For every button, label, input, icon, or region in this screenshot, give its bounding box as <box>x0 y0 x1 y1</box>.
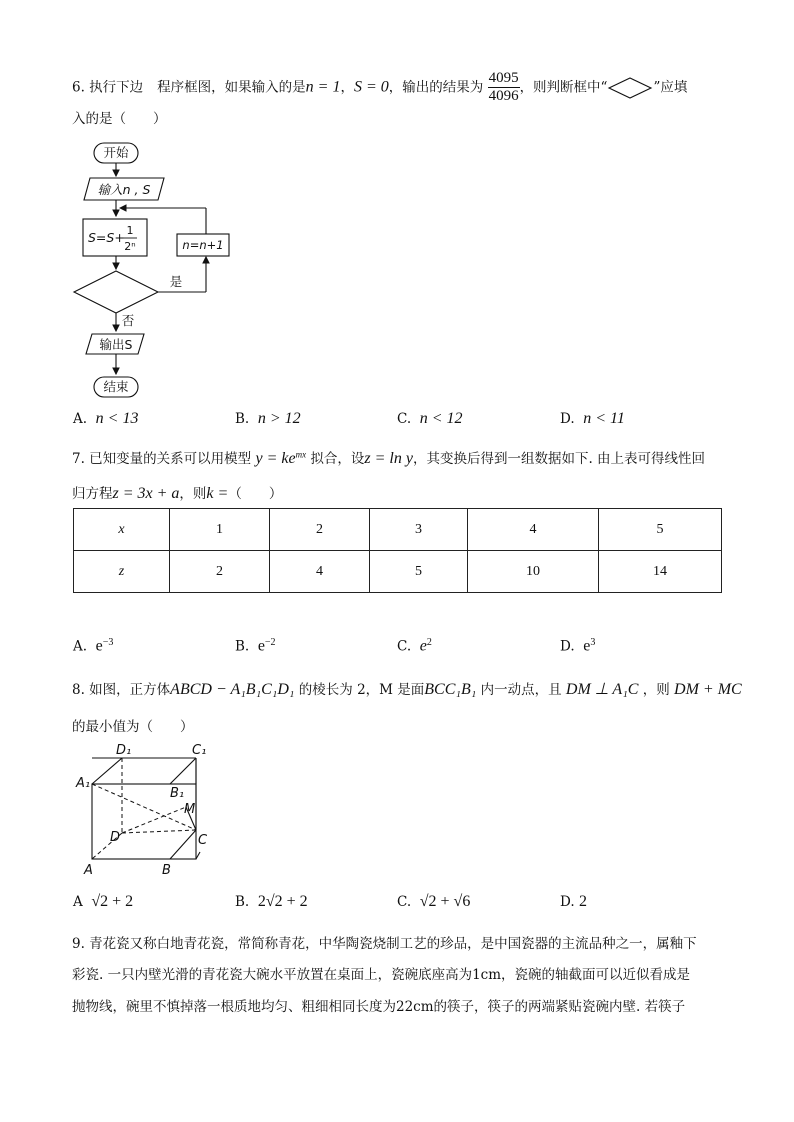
table-header-cell: x <box>74 509 170 551</box>
q6-text-a: 6. 执行下边 <box>72 79 144 96</box>
q8-option-b[interactable] <box>235 893 308 911</box>
q6-eq1: n = 1 <box>305 78 341 96</box>
q7-text-e: ，则 <box>179 486 207 502</box>
q7-sub: z = ln y <box>364 450 413 467</box>
q6-option-b[interactable] <box>235 410 301 428</box>
flow-no-label: 否 <box>121 313 135 328</box>
cube-label-m: M <box>184 802 196 817</box>
q7-option-label: A. <box>73 638 88 655</box>
q6-frac-num: 4095 <box>488 70 520 88</box>
q6-stem-line1: 6. 执行下边 程序框图，如果输入的是n = 1，S = 0，输出的结果为 $\frac{4095}{4096}$ ，则判断框中“ ”应填 <box>72 70 688 105</box>
q7-option-exp: −2 <box>264 637 276 648</box>
table-cell: 5 <box>599 509 722 551</box>
flow-decision-box <box>74 271 158 313</box>
q6-option-value: n < 13 <box>95 410 139 427</box>
flow-input-label: 输入n , S <box>97 182 151 197</box>
q7-option-label: D. <box>560 638 575 655</box>
q6-option-label: A. <box>73 411 88 427</box>
q8-face: BCC₁B₁ <box>424 681 477 698</box>
q6-option-label: C. <box>397 411 412 427</box>
table-cell: 2 <box>270 509 370 551</box>
q7-option-base: e <box>583 637 591 655</box>
table-cell: 4 <box>270 551 370 593</box>
flow-end-label: 结束 <box>103 379 129 394</box>
flow-assign-num: 1 <box>126 224 134 237</box>
q7-text-f: （ ） <box>228 486 283 502</box>
table-cell: 4 <box>468 509 599 551</box>
q7-stem-line2 <box>72 482 282 503</box>
q7-option-b[interactable] <box>235 637 276 656</box>
q6-stem-line2: 入的是（ ） <box>72 111 167 127</box>
cube-label-b1: B₁ <box>170 786 185 801</box>
q8-option-label: D. <box>560 894 575 910</box>
q6-eq2: S = 0 <box>353 78 389 96</box>
q8-option-value: 2√2 + 2 <box>257 893 308 910</box>
q6-flowchart <box>70 140 240 405</box>
q6-option-d[interactable] <box>560 410 625 428</box>
flow-assign-den: 2ⁿ <box>124 240 136 253</box>
q7-option-exp: 3 <box>590 637 596 648</box>
q8-text-b: 的棱长为 2，M 是面 <box>298 682 425 698</box>
q8-option-label: B. <box>235 894 250 910</box>
cube-label-a1: A₁ <box>76 776 91 791</box>
q8-cube-figure <box>72 742 222 880</box>
q7-text-c: ，其变换后得到一组数据如下. 由上表可得线性回 <box>412 451 706 467</box>
flow-output-label: 输出S <box>99 337 133 352</box>
table-cell: 1 <box>170 509 270 551</box>
flow-yes-label: 是 <box>169 274 183 289</box>
flow-increment-label: n=n+1 <box>182 238 224 252</box>
q6-text-d: ，则判断框中“ <box>519 79 608 96</box>
table-cell: 14 <box>599 551 722 593</box>
q7-regression: z = 3x + a <box>112 485 180 502</box>
q9-line3: 抛物线，碗里不慎掉落一根质地均匀、粗细相同长度为22cm的筷子，筷子的两端紧贴瓷碗内壁. 若筷子 <box>72 999 686 1015</box>
q6-result-fraction <box>488 70 520 106</box>
q6-frac-den: 4096 <box>488 88 519 105</box>
table-cell: 5 <box>370 551 468 593</box>
q8-stem-line2: 的最小值为（ ） <box>72 719 194 735</box>
q7-option-exp: 2 <box>426 637 432 648</box>
q7-option-c[interactable] <box>397 637 432 656</box>
q8-text-a: 8. 如图，正方体 <box>72 682 171 698</box>
q6-option-value: n < 12 <box>419 410 463 427</box>
flow-start-label: 开始 <box>103 145 129 160</box>
q9-line1: 9. 青花瓷又称白地青花瓷，常简称青花，中华陶瓷烧制工艺的珍品，是中国瓷器的主流品种之一，属釉下 <box>72 936 697 952</box>
q8-option-c[interactable] <box>397 893 470 911</box>
table-cell: 10 <box>468 551 599 593</box>
q7-option-base: e <box>419 637 427 655</box>
q6-option-c[interactable] <box>397 410 463 428</box>
q6-text-c: ，输出的结果为 <box>388 79 484 96</box>
cube-label-d: D <box>110 830 121 845</box>
q6-option-value: n < 11 <box>583 410 625 427</box>
cube-label-c1: C₁ <box>192 743 207 758</box>
q8-sum: DM + MC <box>674 681 742 698</box>
q7-text-d: 归方程 <box>72 486 113 502</box>
q8-perp: DM ⊥ A₁C <box>565 681 639 698</box>
q8-option-d[interactable] <box>560 893 587 911</box>
cube-label-b: B <box>162 863 171 878</box>
q7-option-exp: −3 <box>102 637 114 648</box>
q7-model-sup: mx <box>295 449 307 460</box>
q6-text-b: 程序框图，如果输入的是 <box>157 79 306 96</box>
cube-label-a: A <box>84 863 93 878</box>
q6-option-label: D. <box>560 411 575 427</box>
q7-option-label: B. <box>235 638 250 655</box>
cube-label-c: C <box>198 833 208 848</box>
table-cell: 3 <box>370 509 468 551</box>
q8-option-value: √2 + 2 <box>91 893 134 910</box>
q6-option-value: n > 12 <box>257 410 301 427</box>
q7-option-d[interactable] <box>560 637 595 656</box>
q8-option-label: C. <box>397 894 412 910</box>
q8-cube: ABCD − A₁B₁C₁D₁ <box>170 681 295 698</box>
q6-option-label: B. <box>235 411 250 427</box>
q7-data-table <box>73 508 722 593</box>
q8-stem-line1 <box>72 678 742 699</box>
q8-option-a[interactable] <box>73 893 133 911</box>
q6-option-a[interactable] <box>73 410 138 428</box>
q7-option-label: C. <box>397 638 412 655</box>
q9-line2: 彩瓷. 一只内壁光滑的青花瓷大碗水平放置在桌面上，瓷碗底座高为1cm，瓷碗的轴截面可以近似看成是 <box>72 967 691 983</box>
q7-model: y = ke <box>255 450 296 467</box>
q8-text-c: 内一动点，且 <box>480 682 562 698</box>
q7-text-b: 拟合，设 <box>310 451 365 467</box>
q8-option-value: √2 + √6 <box>419 893 471 910</box>
q7-k: k = <box>206 485 229 502</box>
flow-assign-label: S=S+ <box>88 230 125 245</box>
table-row <box>74 551 722 593</box>
q7-stem-line1 <box>72 447 705 468</box>
table-header-cell: z <box>74 551 170 593</box>
q7-option-a[interactable] <box>73 637 113 656</box>
diamond-icon <box>607 77 653 99</box>
q7-text-a: 7. 已知变量的关系可以用模型 <box>72 451 252 467</box>
cube-label-d1: D₁ <box>116 743 132 758</box>
q8-text-d: ，则 <box>642 682 670 698</box>
q8-option-label: A <box>73 894 83 910</box>
table-row <box>74 509 722 551</box>
table-cell: 2 <box>170 551 270 593</box>
q7-option-base: e <box>95 637 103 655</box>
q7-option-base: e <box>257 637 265 655</box>
q6-text-e: ”应填 <box>653 79 688 96</box>
q8-option-value: 2 <box>578 893 587 910</box>
